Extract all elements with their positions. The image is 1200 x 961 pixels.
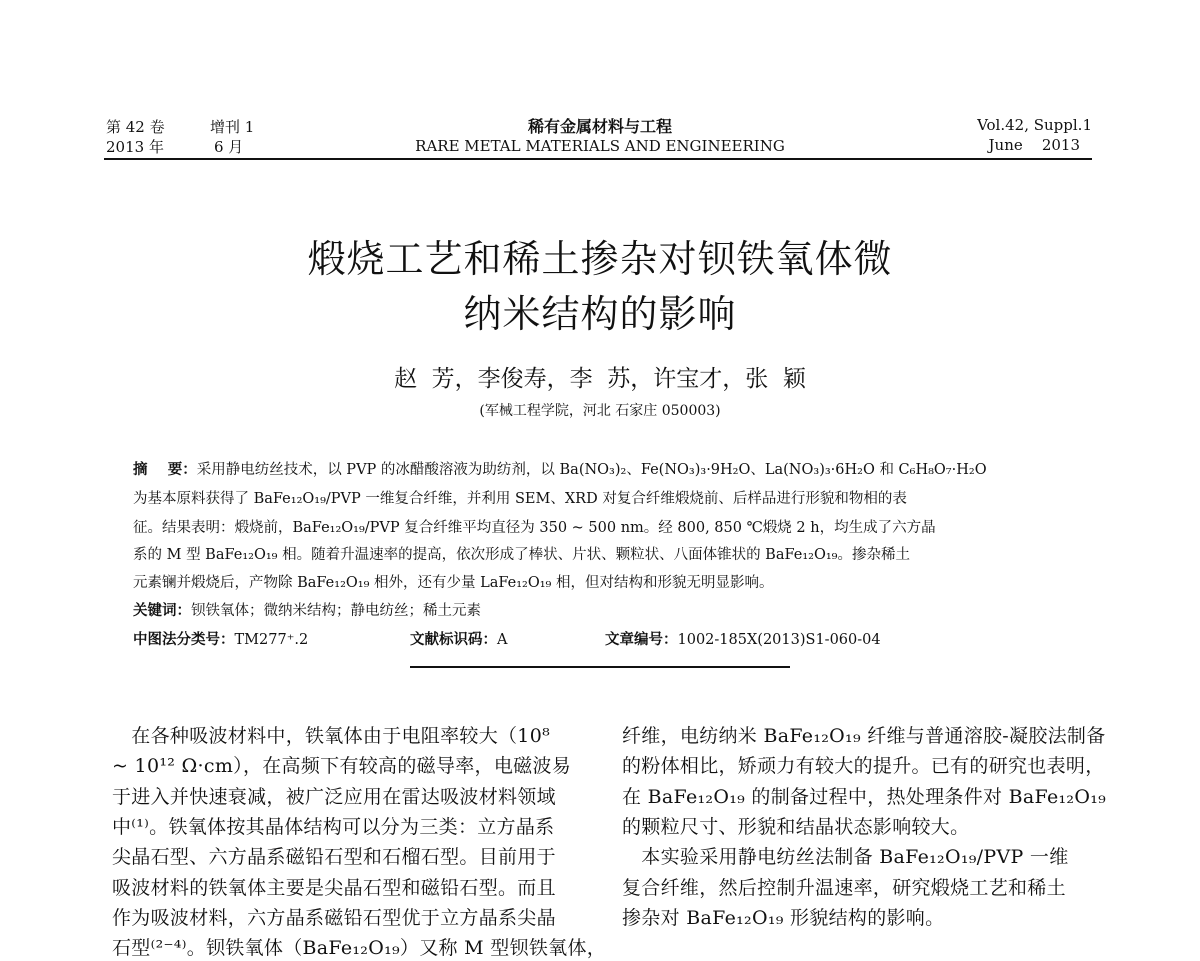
body-line: 于进入并快速衰减，被广泛应用在雷达吸波材料领域 (112, 785, 556, 808)
volume-cn: 第 42 卷 (106, 118, 165, 136)
body-line: 掺杂对 BaFe₁₂O₁₉ 形貌结构的影响。 (622, 906, 945, 929)
classification-value: TM277⁺.2 (234, 632, 309, 648)
body-line: 中⁽¹⁾。铁氧体按其晶体结构可以分为三类：立方晶系 (112, 815, 555, 838)
volume-en: Vol.42, Suppl.1 (977, 116, 1092, 134)
abstract-rule (410, 666, 790, 668)
abstract-line: 征。结果表明：煅烧前，BaFe₁₂O₁₉/PVP 复合纤维平均直径为 350 ~ 500 nm。经 800, 850 ℃煅烧 2 h，均生成了六方晶 (133, 520, 936, 536)
year-cn: 2013 年 (106, 138, 164, 156)
header-rule (104, 158, 1092, 160)
month-cn: 6 月 (214, 138, 244, 156)
keywords-label: 关键词： (133, 603, 191, 619)
title-line-2: 纳米结构的影响 (463, 292, 737, 336)
journal-title-en: RARE METAL MATERIALS AND ENGINEERING (415, 137, 785, 155)
article-number-value: 1002-185X(2013)S1-060-04 (677, 632, 881, 648)
abstract-line: 为基本原料获得了 BaFe₁₂O₁₉/PVP 一维复合纤维，并利用 SEM、XRD 对复合纤维煅烧前、后样品进行形貌和物相的表 (133, 491, 907, 507)
keywords-value: 钡铁氧体；微纳米结构；静电纺丝；稀土元素 (191, 603, 481, 619)
authors: 赵 芳，李俊寿，李 苏，许宝才，张 颖 (394, 366, 806, 392)
affiliation: (军械工程学院，河北 石家庄 050003) (479, 403, 721, 419)
body-line: 本实验采用静电纺丝法制备 BaFe₁₂O₁₉/PVP 一维 (622, 846, 1069, 869)
body-line: 吸波材料的铁氧体主要是尖晶石型和磁铅石型。而且 (112, 876, 556, 899)
classification-label: 中图法分类号： (133, 632, 235, 648)
abstract-label: 摘 要： (133, 462, 197, 478)
title-line-1: 煅烧工艺和稀土掺杂对钡铁氧体微 (307, 237, 893, 281)
body-line: 纤维，电纺纳米 BaFe₁₂O₁₉ 纤维与普通溶胶-凝胶法制备 (622, 725, 1106, 747)
body-line: 石型⁽²⁻⁴⁾。钡铁氧体（BaFe₁₂O₁₉）又称 M 型钡铁氧体， (112, 937, 607, 960)
body-line: 复合纤维，然后控制升温速率，研究煅烧工艺和稀土 (622, 876, 1066, 899)
body-line: 在各种吸波材料中，铁氧体由于电阻率较大（10⁸ (112, 725, 550, 747)
body-line: 的粉体相比，矫顽力有较大的提升。已有的研究也表明， (622, 755, 1105, 778)
supplement-cn: 增刊 1 (210, 118, 255, 136)
body-line: 尖晶石型、六方晶系磁铅石型和石榴石型。目前用于 (112, 846, 556, 869)
abstract-line: 采用静电纺丝技术，以 PVP 的冰醋酸溶液为助纺剂，以 Ba(NO₃)₂、Fe(NO₃)₃·9H₂O、La(NO₃)₃·6H₂O 和 C₆H₈O₇·H₂O (196, 462, 987, 478)
article-number-label: 文章编号： (605, 632, 678, 648)
journal-title-cn: 稀有金属材料与工程 (527, 117, 672, 136)
body-line: ~ 10¹² Ω·cm），在高频下有较高的磁导率，电磁波易 (112, 755, 572, 778)
abstract-line: 元素镧并煅烧后，产物除 BaFe₁₂O₁₉ 相外，还有少量 LaFe₁₂O₁₉ 相，但对结构和形貌无明显影响。 (133, 575, 774, 591)
date-en: June 2013 (988, 136, 1080, 154)
body-line: 作为吸波材料，六方晶系磁铅石型优于立方晶系尖晶 (112, 906, 556, 929)
doc-code-value: A (497, 632, 508, 648)
abstract-line: 系的 M 型 BaFe₁₂O₁₉ 相。随着升温速率的提高，依次形成了棒状、片状、颗粒状、八面体锥状的 BaFe₁₂O₁₉。掺杂稀土 (133, 547, 910, 563)
body-line: 的颗粒尺寸、形貌和结晶状态影响较大。 (622, 815, 970, 838)
doc-code-label: 文献标识码： (410, 632, 497, 648)
body-line: 在 BaFe₁₂O₁₉ 的制备过程中，热处理条件对 BaFe₁₂O₁₉ (622, 785, 1107, 808)
